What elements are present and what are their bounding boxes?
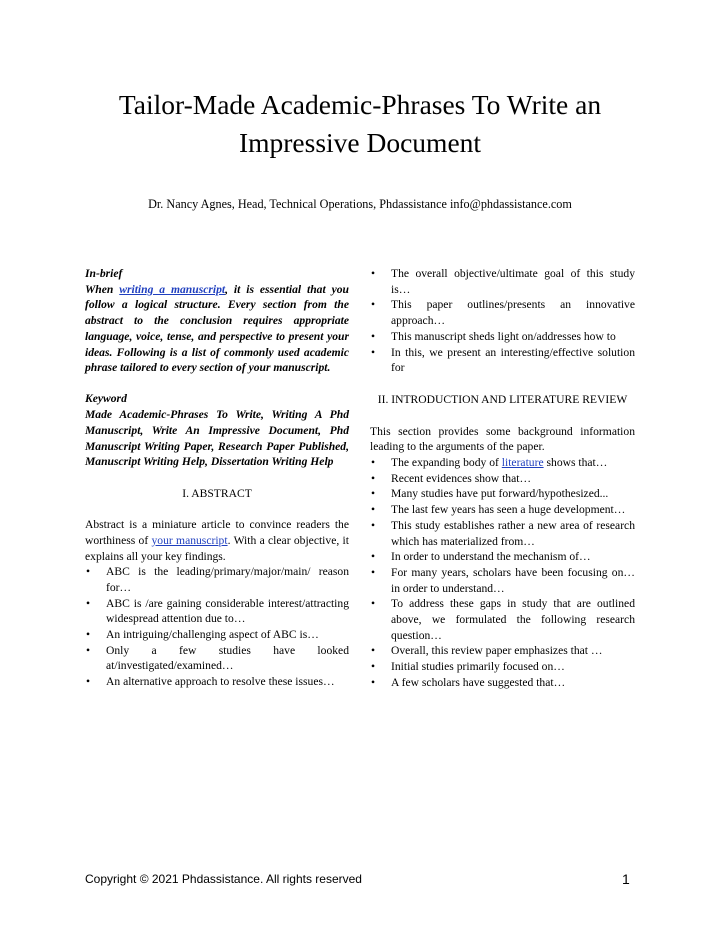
list-item (370, 675, 635, 691)
title-line-1: Tailor-Made Academic-Phrases To Write an (118, 89, 602, 120)
keyword-heading: Keyword (85, 392, 127, 406)
list-item (370, 643, 635, 659)
list-item-text: This study establishes rather a new area of research which has materialized from… (391, 518, 635, 548)
bullet-icon: • (371, 675, 376, 689)
document-title (40, 86, 680, 162)
inbrief-text-end: , it is essential that you follow a logical structure. Every section from the abstract to the conclusion requires appropriate language, voice, tense, and perspective to present your ideas. Following is a list of commonly used academic phrase tailored to every section of your manuscript. (85, 282, 349, 375)
list-item (370, 502, 635, 518)
abstract-heading: I. ABSTRACT (182, 486, 252, 500)
copyright-footer: Copyright © 2021 Phdassistance. All rights reserved (85, 872, 362, 886)
list-item (85, 674, 349, 690)
list-item-text: In order to understand the mechanism of… (391, 550, 591, 564)
bullet-icon: • (86, 643, 91, 657)
list-item-text: ABC is the leading/primary/major/main/ reason for… (106, 565, 349, 594)
bullet-icon: • (371, 565, 376, 579)
left-column (85, 266, 349, 690)
abstract-text-end: . With a clear objective, it explains all your key findings. (85, 533, 349, 563)
list-item-text: To address these gaps in study that are outlined above, we formulated the following research question… (391, 597, 635, 642)
right-column (370, 266, 635, 691)
list-item-text (391, 456, 607, 469)
page-number: 1 (622, 871, 630, 887)
list-item-text: ABC is /are gaining considerable interest/attracting widespread attention due to… (106, 596, 349, 626)
list-item (370, 455, 635, 471)
writing-manuscript-link[interactable]: writing a manuscript (119, 282, 226, 296)
list-item-text: The last few years has seen a huge development… (391, 503, 626, 517)
list-item-text: This manuscript sheds light on/addresses how to (391, 329, 616, 343)
keyword-text: Made Academic-Phrases To Write, Writing A Phd Manuscript, Write An Impressive Document, Phd Manuscript Writing Paper, Research Paper Published, Manuscript Writing Help, Dissertation Writing Help (85, 408, 349, 469)
list-item-text: In this, we present an interesting/effective solution for (391, 345, 635, 375)
bullet-icon: • (371, 660, 376, 674)
title-line-2: Impressive Document (238, 127, 482, 158)
list-item (370, 471, 635, 487)
list-item (370, 329, 635, 345)
your-manuscript-link[interactable]: your manuscript (151, 533, 228, 547)
bullet-icon: • (371, 329, 376, 343)
abstract-text-start: Abstract is a miniature article to convince readers the worthiness of (85, 518, 349, 547)
introduction-paragraph: This section provides some background information leading to the arguments of the paper. (370, 424, 635, 454)
list-item-text: Recent evidences show that… (391, 471, 532, 485)
bullet-icon: • (86, 675, 91, 689)
list-item (370, 659, 635, 675)
list-item-text: Overall, this review paper emphasizes that … (391, 644, 603, 658)
list-item-text: An intriguing/challenging aspect of ABC is… (106, 628, 319, 642)
list-item (85, 596, 349, 627)
bullet-icon: • (86, 565, 91, 579)
list-item-text: Many studies have put forward/hypothesized... (391, 487, 609, 501)
list-item-text: A few scholars have suggested that… (391, 675, 566, 689)
bullet-icon: • (371, 487, 376, 501)
list-item-text: Only a few studies have looked at/investigated/examined… (106, 643, 349, 673)
abstract-bullet-list-continued (370, 266, 635, 376)
list-item (370, 565, 635, 596)
author-line: Dr. Nancy Agnes, Head, Technical Operations, Phdassistance info@phdassistance.com (148, 197, 572, 211)
list-item-text: Initial studies primarily focused on… (391, 660, 565, 674)
list-item (370, 345, 635, 376)
list-item-text: The overall objective/ultimate goal of this study is… (391, 267, 635, 296)
literature-link[interactable]: literature (501, 456, 544, 470)
bullet-icon: • (371, 456, 376, 470)
bullet-icon: • (371, 550, 376, 564)
bullet-icon: • (86, 628, 91, 642)
list-item (85, 643, 349, 674)
bullet-icon: • (371, 345, 376, 359)
list-item (85, 627, 349, 643)
bullet-icon: • (371, 644, 376, 658)
bullet-icon: • (371, 267, 376, 280)
inbrief-paragraph (85, 282, 349, 376)
inbrief-text-start: When (85, 282, 120, 296)
list-item (370, 596, 635, 643)
list-item (85, 564, 349, 595)
list-item-text: An alternative approach to resolve these issues… (106, 675, 335, 689)
list-item (370, 486, 635, 502)
list-item (370, 266, 635, 297)
list-item-text-start: The expanding body of (391, 456, 502, 470)
list-item (370, 549, 635, 565)
introduction-heading: II. INTRODUCTION AND LITERATURE REVIEW (377, 392, 628, 406)
bullet-icon: • (86, 596, 91, 610)
bullet-icon: • (371, 518, 376, 532)
abstract-bullet-list (85, 564, 349, 690)
bullet-icon: • (371, 503, 376, 517)
list-item (370, 297, 635, 328)
bullet-icon: • (371, 597, 376, 611)
inbrief-heading: In-brief (85, 267, 123, 280)
abstract-paragraph (85, 517, 349, 564)
bullet-icon: • (371, 471, 376, 485)
list-item-text: This paper outlines/presents an innovative approach… (391, 298, 635, 328)
bullet-icon: • (371, 298, 376, 312)
list-item-text: For many years, scholars have been focusing on… in order to understand… (391, 565, 635, 595)
list-item-text-end: shows that… (543, 456, 608, 470)
introduction-bullet-list (370, 455, 635, 691)
list-item (370, 518, 635, 549)
